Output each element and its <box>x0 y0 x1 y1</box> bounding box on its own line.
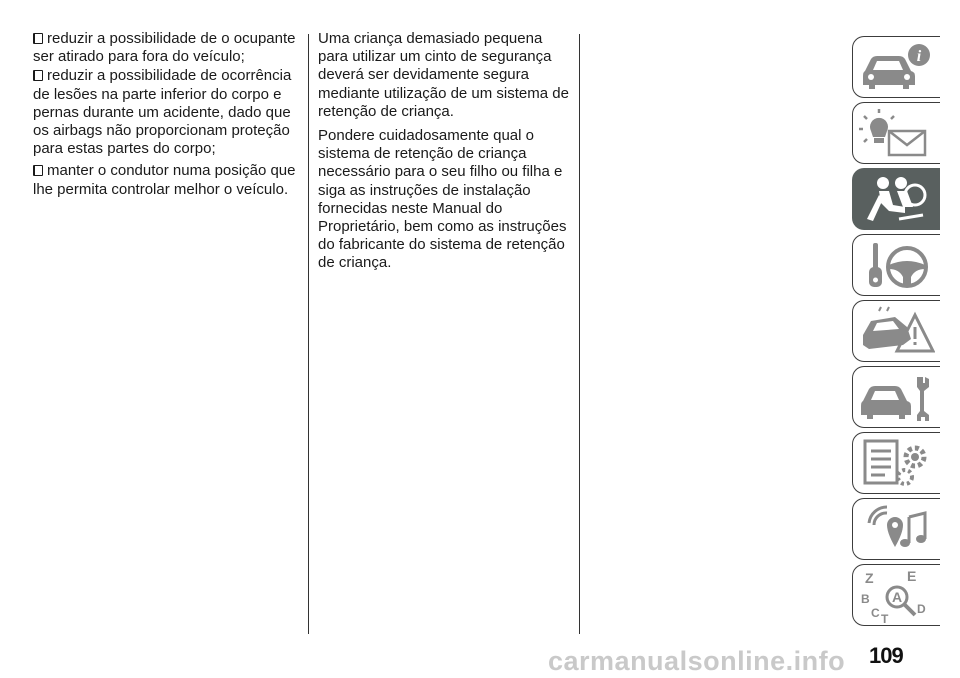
checkbox-bullet-icon <box>33 70 43 81</box>
column-divider <box>308 34 309 634</box>
car-service-wrench-icon <box>859 371 935 425</box>
svg-text:B: B <box>861 592 870 606</box>
multimedia-music-icon <box>859 503 935 557</box>
checkbox-bullet-icon <box>33 33 43 44</box>
tab-starting-driving[interactable] <box>852 234 940 296</box>
tab-multimedia[interactable] <box>852 498 940 560</box>
alphabetical-index-icon <box>859 569 935 623</box>
svg-text:A: A <box>892 589 903 605</box>
right-column <box>318 30 570 279</box>
svg-text:i: i <box>916 48 922 65</box>
seat-airbag-icon <box>859 173 935 227</box>
tab-technical-data[interactable] <box>852 432 940 494</box>
watermark: carmanualsonline.info <box>548 646 846 676</box>
svg-text:D: D <box>917 602 926 616</box>
bullet-item: manter o condutor numa posição que lhe permita controlar melhor o veículo. <box>33 162 296 198</box>
key-steering-wheel-icon <box>859 239 935 293</box>
tab-maintenance[interactable] <box>852 366 940 428</box>
paragraph: Pondere cuidadosamente qual o sistema de retenção de criança necessário para o seu filho ou filha e siga as instruções de instalação fornecidas neste Manual do Proprietário, bem como as instruções do fabricante do sistema de retenção de criança. <box>318 127 567 272</box>
svg-text:E: E <box>907 569 917 584</box>
svg-text:C: C <box>871 606 880 620</box>
tab-emergency[interactable] <box>852 300 940 362</box>
svg-text:T: T <box>881 612 889 623</box>
specifications-gears-icon <box>859 437 935 491</box>
bullet-item: reduzir a possibilidade de o ocupante ser atirado para fora do veículo; <box>33 30 296 66</box>
bullet-item: reduzir a possibilidade de ocorrência de lesões na parte inferior do corpo e pernas durante um acidente, dado que os airbags não proporcionam proteção para estas partes do corpo; <box>33 67 292 158</box>
warning-lights-envelope-icon <box>859 107 935 161</box>
svg-text:Z: Z <box>865 570 874 586</box>
page-number: 109 <box>869 643 903 668</box>
tab-car-info[interactable] <box>852 36 940 98</box>
paragraph: Uma criança demasiado pequena para utilizar um cinto de segurança deverá ser devidamente segura mediante utilização de um sistema de retenção de criança. <box>318 30 569 120</box>
tab-index[interactable] <box>852 564 940 626</box>
car-breakdown-icon <box>859 305 935 359</box>
tab-safety[interactable] <box>852 168 940 230</box>
left-column <box>33 30 296 199</box>
car-info-icon <box>859 41 935 95</box>
column-divider <box>579 34 580 634</box>
checkbox-bullet-icon <box>33 165 43 176</box>
tab-warning-lights[interactable] <box>852 102 940 164</box>
